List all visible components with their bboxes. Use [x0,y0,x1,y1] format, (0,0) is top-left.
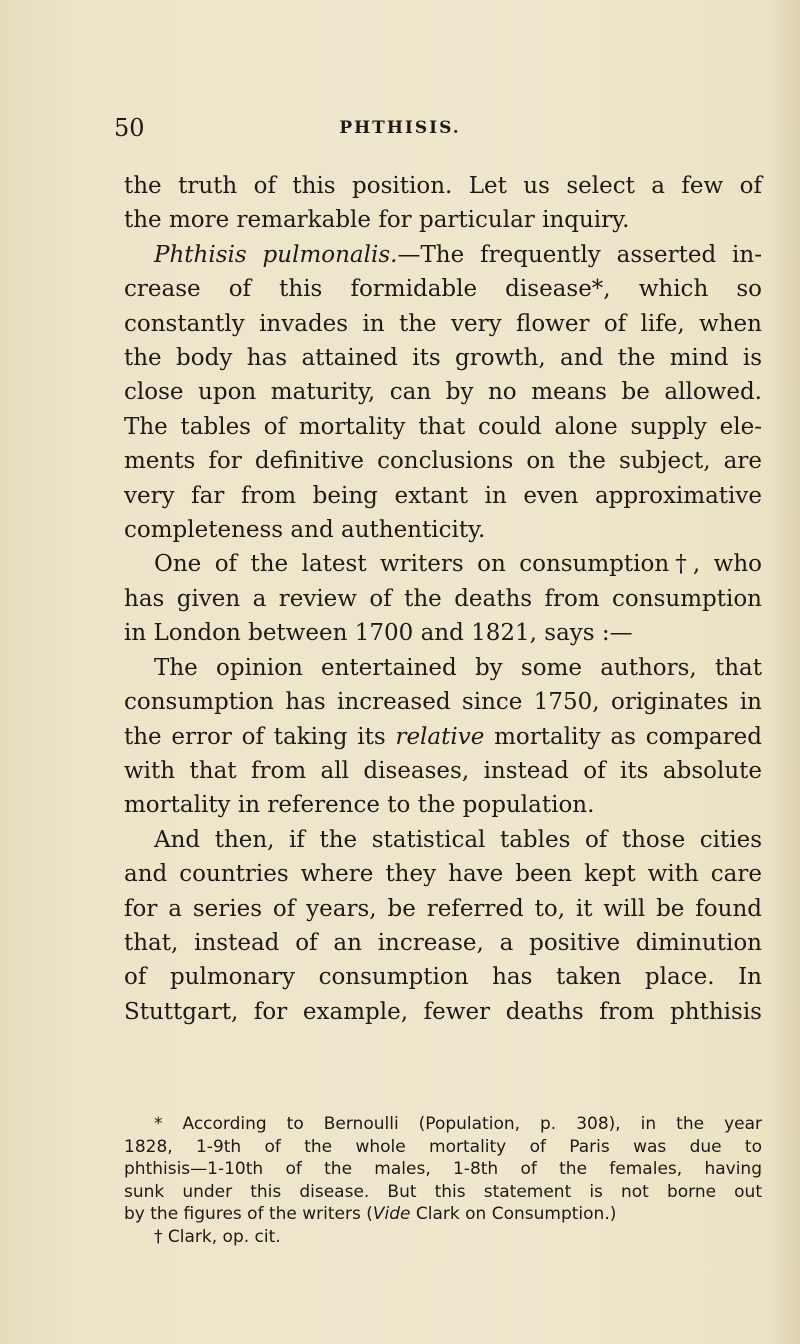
text-line: of pulmonary consumption has taken place. In [124,964,762,991]
footnote-line: * According to Bernoulli (Population, p. 308), in the year [154,1114,762,1134]
footnote-line: phthisis—1-10th of the males, 1-8th of the females, having [124,1159,762,1179]
text-line: The opinion entertained by some authors, that [154,654,762,681]
footnote-line: by the figures of the writers (Vide Clark on Consumption.) [124,1204,617,1224]
page-edge-shadow [766,0,800,1344]
text-line: has given a review of the deaths from consumption [124,585,762,612]
text-line: ments for definitive conclusions on the subject, are [124,448,762,475]
text-line: that, instead of an increase, a positive diminution [124,929,762,956]
section-title: Phthisis pulmonalis. [154,241,398,268]
page-header [0,114,800,144]
text-line: in London between 1700 and 1821, says :— [124,620,633,647]
text-line: the truth of this position. Let us select a few of [124,173,762,199]
text-line: with that from all diseases, instead of its absolute [124,757,762,784]
footnote-line: sunk under this disease. But this statement is not borne out [124,1181,762,1202]
text-line: constantly invades in the very flower of life, when [124,310,762,337]
text-line: consumption has increased since 1750, originates in [124,689,762,716]
text-line: Phthisis pulmonalis.—The frequently asserted in- [154,241,762,268]
text-line: the body has attained its growth, and the mind is [124,345,762,372]
text-line: very far from being extant in even approximative [124,482,762,509]
text-line: the error of taking its relative mortality as compared [124,723,762,750]
text-line: completeness and authenticity. [124,517,486,544]
text-line: and countries where they have been kept with care [124,861,762,888]
text-line: The tables of mortality that could alone supply ele- [124,413,762,440]
text-line: mortality in reference to the population. [124,792,595,819]
text-line: for a series of years, be referred to, it will be found [124,895,762,922]
text-line: And then, if the statistical tables of those cities [154,826,762,853]
text-line: the more remarkable for particular inquiry. [124,207,630,234]
page-number: 50 [114,114,145,142]
body-text [124,169,762,1029]
text-line: crease of this formidable disease*, which so [124,276,762,303]
text-line: One of the latest writers on consumption†, who [154,551,762,578]
text-line: close upon maturity, can by no means be allowed. [124,379,762,406]
footnote-line: 1828, 1-9th of the whole mortality of Paris was due to [124,1136,762,1157]
text-line: Stuttgart, for example, fewer deaths from phthisis [124,998,762,1025]
running-head: PHTHISIS. [339,118,461,138]
footnotes [124,1113,762,1248]
footnote-line: † Clark, op. cit. [154,1226,281,1247]
